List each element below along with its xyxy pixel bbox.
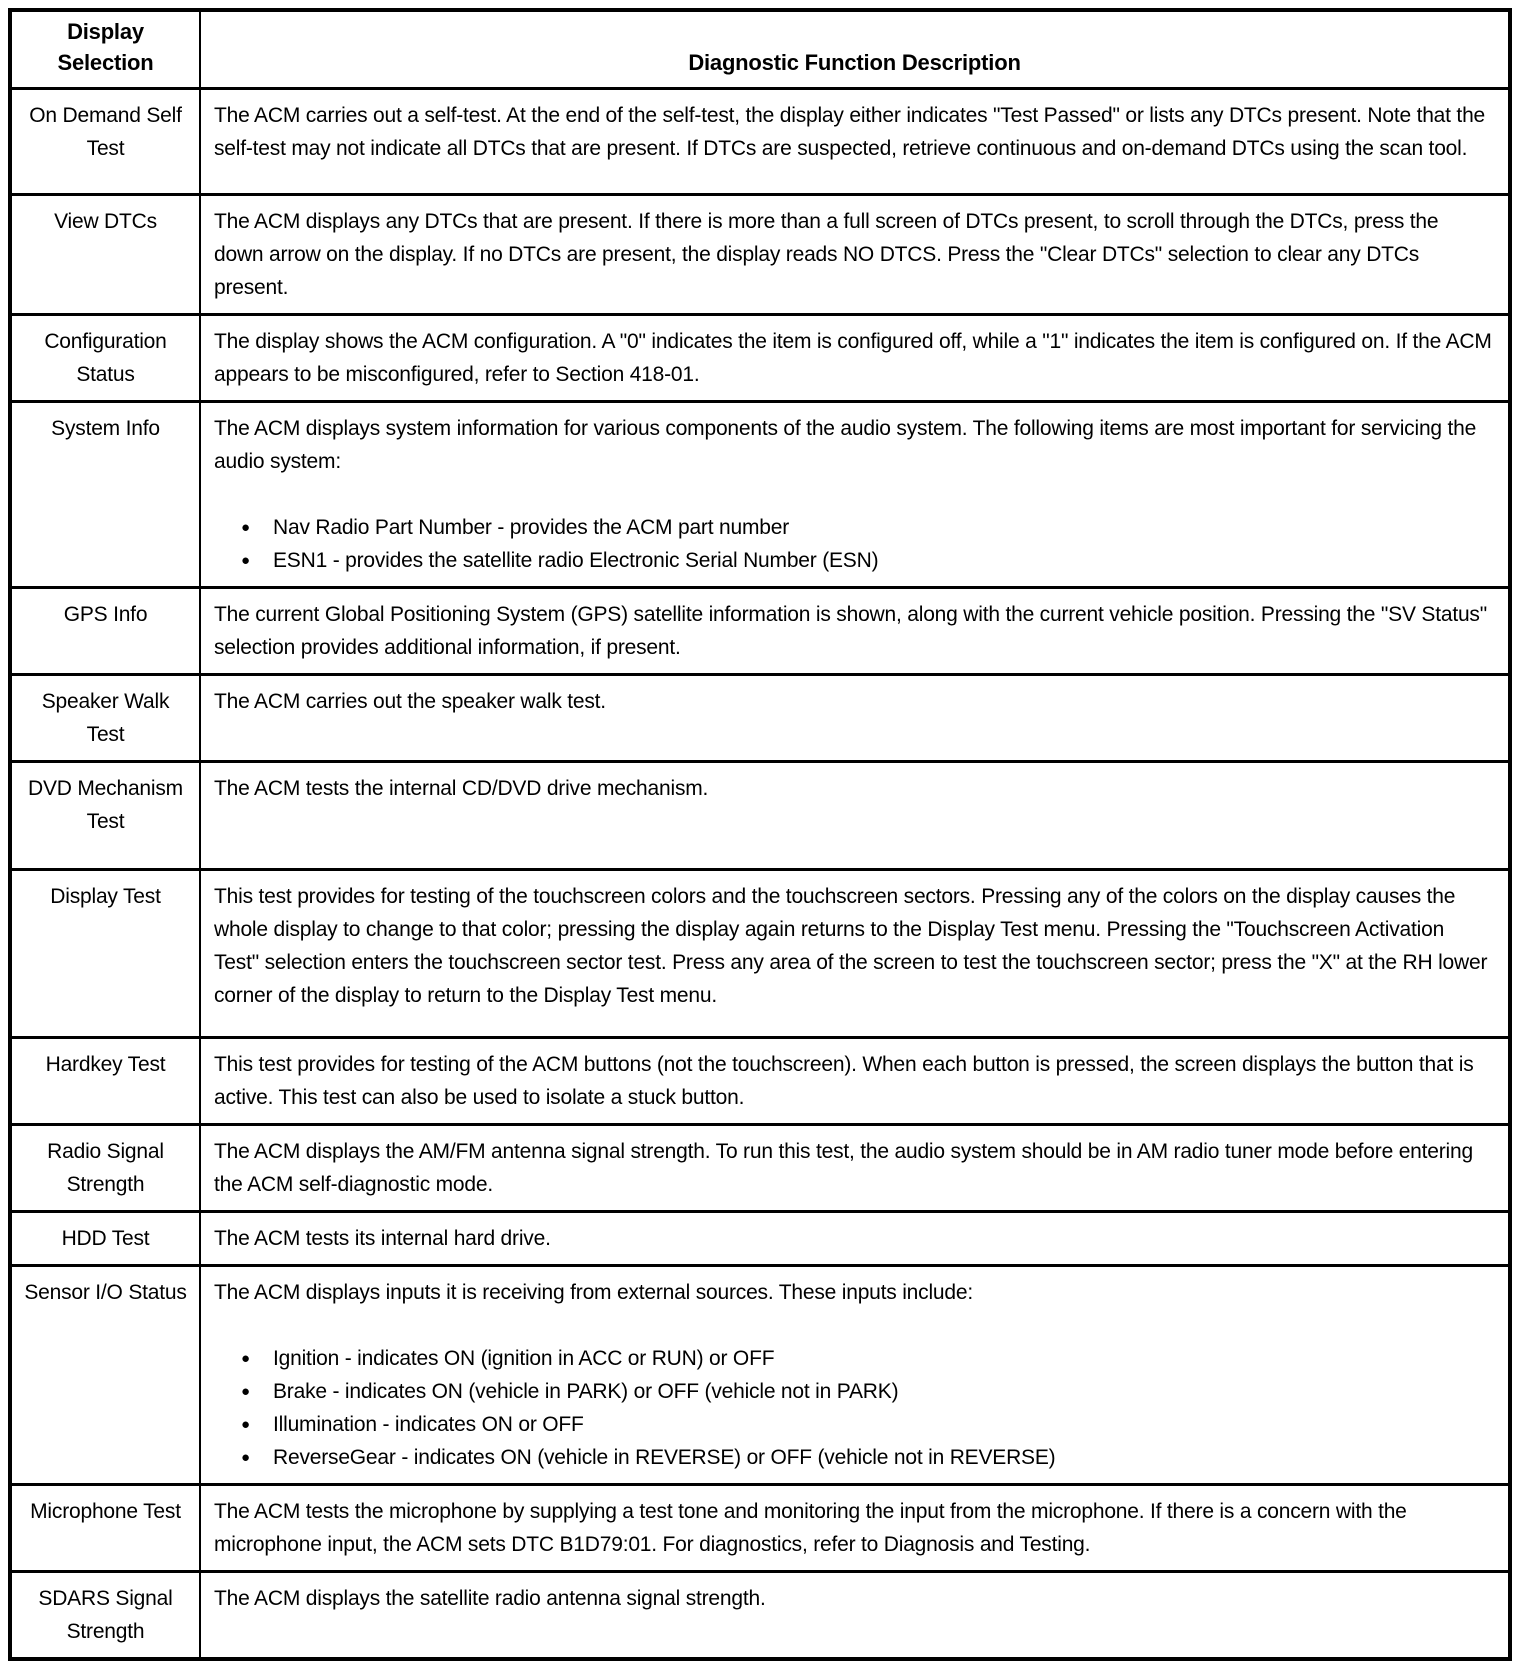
description-text: The ACM displays system information for various components of the audio system. The following items are most important for servicing the audio system: [214,417,1477,473]
display-selection-cell: Hardkey Test [10,1038,200,1125]
display-selection-cell: System Info [10,402,200,588]
table-row-speaker-walk-test [10,675,1510,762]
description-text: The ACM tests the internal CD/DVD drive mechanism. [214,777,709,800]
display-selection-cell: SDARS Signal Strength [10,1572,200,1660]
description-cell [200,1485,1510,1572]
table-row-system-info [10,402,1510,588]
bullet-icon: ● [241,1416,250,1433]
display-selection-cell: Display Test [10,870,200,1038]
description-text: The ACM displays inputs it is receiving from external sources. These inputs include: [214,1281,974,1304]
description-text: The ACM carries out the speaker walk test. [214,690,606,713]
list-item [214,1375,1492,1408]
display-selection-cell: Sensor I/O Status [10,1266,200,1485]
table-row-sensor-io-status [10,1266,1510,1485]
display-selection-cell: On Demand Self Test [10,89,200,195]
display-selection-cell: Microphone Test [10,1485,200,1572]
table-row-hdd-test [10,1212,1510,1266]
list-item [214,1342,1492,1375]
bullet-list [214,511,1492,577]
diagnostic-function-table [8,8,1512,1661]
description-cell [200,1038,1510,1125]
bullet-icon: ● [241,552,250,569]
description-text: The display shows the ACM configuration. A "0" indicates the item is configured off, while a "1" indicates the item is configured on. If the ACM appears to be misconfigured, refer to Section 418-01. [214,330,1492,386]
bullet-icon: ● [241,1350,250,1367]
list-item [214,511,1492,544]
display-selection-cell: GPS Info [10,588,200,675]
description-text: The ACM displays any DTCs that are present. If there is more than a full screen of DTCs present, to scroll through the DTCs, press the down arrow on the display. If no DTCs are present, the display reads NO DTCS. Press the "Clear DTCs" selection to clear any DTCs present. [214,210,1439,299]
description-cell [200,762,1510,870]
table-row-view-dtcs [10,195,1510,315]
description-cell [200,1212,1510,1266]
description-cell [200,870,1510,1038]
list-item [214,544,1492,577]
bullet-icon: ● [241,1383,250,1400]
description-text: This test provides for testing of the touchscreen colors and the touchscreen sectors. Pressing any of the colors on the display causes the whole display to change to that color; pressing the display again returns to the Display Test menu. Pressing the "Touchscreen Activation Test" selection enters the touchscreen sector test. Press any area of the screen to test the touchscreen sector; press the "X" at the RH lower corner of the display to return to the Display Test menu. [214,885,1488,1007]
bullet-text: ESN1 - provides the satellite radio Electronic Serial Number (ESN) [273,549,879,572]
description-text: The ACM carries out a self-test. At the end of the self-test, the display either indicates "Test Passed" or lists any DTCs present. Note that the self-test may not indicate all DTCs that are present. If DTCs are suspected, retrieve continuous and on-demand DTCs using the scan tool. [214,104,1486,160]
description-cell [200,1572,1510,1660]
bullet-text: ReverseGear - indicates ON (vehicle in REVERSE) or OFF (vehicle not in REVERSE) [273,1446,1056,1469]
description-cell [200,1266,1510,1485]
table-row-gps-info [10,588,1510,675]
list-item [214,1441,1492,1474]
display-selection-cell: Configuration Status [10,315,200,402]
bullet-text: Nav Radio Part Number - provides the ACM part number [273,516,789,539]
display-selection-cell: View DTCs [10,195,200,315]
table-row-dvd-mechanism-test [10,762,1510,870]
display-selection-cell: Radio Signal Strength [10,1125,200,1212]
bullet-text: Illumination - indicates ON or OFF [273,1413,584,1436]
description-cell [200,89,1510,195]
bullet-text: Ignition - indicates ON (ignition in ACC or RUN) or OFF [273,1347,775,1370]
display-selection-cell: Speaker Walk Test [10,675,200,762]
description-text: The ACM displays the AM/FM antenna signal strength. To run this test, the audio system should be in AM radio tuner mode before entering the ACM self-diagnostic mode. [214,1140,1473,1196]
table-row-on-demand-self-test [10,89,1510,195]
header-diagnostic-function-description: Diagnostic Function Description [200,10,1510,89]
table-row-hardkey-test [10,1038,1510,1125]
description-cell [200,675,1510,762]
description-cell [200,195,1510,315]
table-row-microphone-test [10,1485,1510,1572]
list-item [214,1408,1492,1441]
description-text: This test provides for testing of the ACM buttons (not the touchscreen). When each button is pressed, the screen displays the button that is active. This test can also be used to isolate a stuck button. [214,1053,1474,1109]
table-row-configuration-status [10,315,1510,402]
header-row [10,10,1510,89]
bullet-icon: ● [241,519,250,536]
table-row-sdars-signal-strength [10,1572,1510,1660]
description-text: The ACM tests its internal hard drive. [214,1227,551,1250]
description-cell [200,1125,1510,1212]
table-row-display-test [10,870,1510,1038]
table-row-radio-signal-strength [10,1125,1510,1212]
description-cell [200,402,1510,588]
description-text: The ACM tests the microphone by supplying a test tone and monitoring the input from the microphone. If there is a concern with the microphone input, the ACM sets DTC B1D79:01. For diagnostics, refer to Diagnosis and Testing. [214,1500,1407,1556]
display-selection-cell: HDD Test [10,1212,200,1266]
bullet-text: Brake - indicates ON (vehicle in PARK) or OFF (vehicle not in PARK) [273,1380,899,1403]
bullet-icon: ● [241,1449,250,1466]
display-selection-cell: DVD Mechanism Test [10,762,200,870]
header-display-selection: Display Selection [10,10,200,89]
description-text: The current Global Positioning System (GPS) satellite information is shown, along with the current vehicle position. Pressing the "SV Status" selection provides additional information, if present. [214,603,1487,659]
description-cell [200,315,1510,402]
bullet-list [214,1342,1492,1474]
description-cell [200,588,1510,675]
description-text: The ACM displays the satellite radio antenna signal strength. [214,1587,766,1610]
